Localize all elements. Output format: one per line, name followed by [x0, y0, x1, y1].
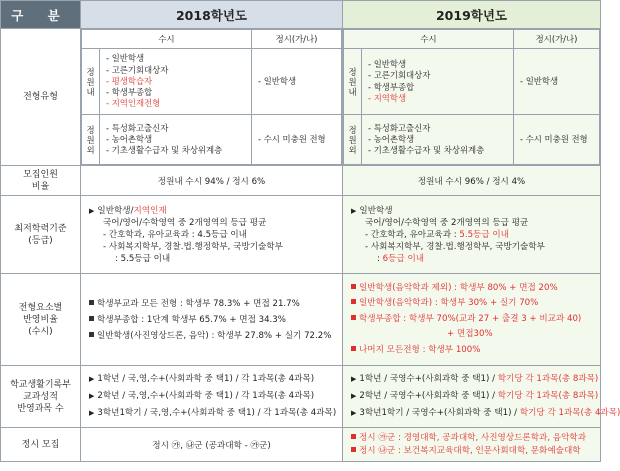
- min-2019-red: 5.5등급 이내: [459, 229, 509, 240]
- list-item: - 농어촌학생: [368, 134, 513, 145]
- outer-jeongsi-2019: [514, 115, 600, 165]
- subject-2018: ▶ 1학년 / 국,영,수+(사회과학 중 택1) / 각 1과목(총 4과목) ▶ 2학년 / 국,영,수+(사회과학 중 택1) / 각 1과목(총 4과목) ▶ 3학년1학기 / 국,영,수+(사회과학 중 택1) / 각 1과목(총 4과목): [81, 366, 343, 428]
- reflect-2018: [81, 274, 343, 366]
- list-item: - 농어촌학생: [106, 134, 251, 145]
- year-2019-header: 2019학년도: [343, 1, 601, 29]
- jeongsi-2018: 정시 ㉮, ㉯군 (공과대학 - ㉮군): [81, 428, 343, 462]
- inner-jeongsi-2018: [252, 49, 342, 115]
- header-row: [1, 1, 601, 29]
- subject-2019-red: 학기당 각 1과목(총 8과목): [497, 374, 599, 384]
- reflect-2019-item: 나머지 모든전형 : 학생부 100%: [359, 344, 481, 355]
- reflect-row: [1, 274, 601, 366]
- jeongsi-header-2019: 정시(가/나): [514, 30, 600, 49]
- subject-2019-red: 학기당 각 1과목(총 4과목): [519, 408, 620, 418]
- inner-label-2019: 정 원 내: [344, 49, 362, 115]
- subject-2019-red: 학기당 각 1과목(총 8과목): [497, 391, 599, 401]
- min-2019-line: :: [377, 253, 383, 264]
- reflect-2018-item: 학생부종합 : 1단계 학생부 65.7% + 면접 34.3%: [97, 314, 286, 325]
- list-item: - 수시 미충원 전형: [520, 134, 599, 145]
- subject-2018-item: 2학년 / 국,영,수+(사회과학 중 택1) / 각 1과목(총 4과목): [97, 391, 315, 401]
- min-2019-head: 일반학생: [359, 205, 393, 216]
- category-header: 구 분: [1, 1, 81, 29]
- reflect-2019: [343, 274, 601, 366]
- subject-row: [1, 366, 601, 428]
- reflect-row-label: 전형요소별 반영비율 (수시): [1, 274, 81, 366]
- reflect-2019-item: 학생부종합 : 학생부 70%(교과 27 + 출결 3 + 비교과 40): [359, 313, 582, 324]
- outer-list-2018: [100, 115, 252, 165]
- min-2018-line: - 간호학과, 유아교육과 : 4.5등급 이내: [103, 229, 247, 240]
- reflect-2019-item: 일반학생(음악학과) : 학생부 30% + 실기 70%: [359, 298, 539, 309]
- susi-header-2019: 수시: [344, 30, 514, 49]
- list-item: - 고른기회대상자: [368, 70, 513, 81]
- subject-2019: ▶ 1학년 / 국영수+(사회과학 중 택1) / 학기당 각 1과목(총 8과목) ▶ 2학년 / 국영수+(사회과학 중 택1) / 학기당 각 1과목(총 8과목) ▶ 3학년1학기 / 국영수+(사회과학 중 택1) / 학기당 각 1과목(총 4과목): [343, 366, 601, 428]
- min-2018-line: - 사회복지학부, 경찰.법.행정학부, 국방기술학부: [103, 241, 283, 252]
- list-item: - 일반학생: [368, 59, 513, 70]
- list-item: - 학생부종합: [368, 82, 513, 93]
- list-item: - 일반학생: [106, 53, 251, 64]
- reflect-2018-item: 일반학생(사진영상드론, 음악) : 학생부 27.8% + 실기 72.2%: [97, 330, 332, 341]
- subject-2018-item: 3학년1학기 / 국,영,수+(사회과학 중 택1) / 각 1과목(총 4과목): [97, 408, 337, 418]
- outer-list-2019: [362, 115, 514, 165]
- list-item: - 지역학생: [368, 93, 513, 104]
- ratio-2019: 정원내 수시 96% / 정시 4%: [343, 166, 601, 196]
- min-2019-line: - 사회복지학부, 경찰.법.행정학부, 국방기술학부: [365, 241, 545, 252]
- min-2018-line: : 5.5등급 이내: [115, 253, 171, 264]
- outer-label-2018: 정 원 외: [82, 115, 100, 165]
- min-2018-head: 일반학생/: [97, 205, 134, 216]
- reflect-2018-item: 학생부교과 모든 전형 : 학생부 78.3% + 면접 21.7%: [97, 298, 300, 309]
- ratio-row-label: 모집인원 비율: [1, 166, 81, 196]
- min-2018: ▶ 일반학생/지역인재 국어/영어/수학영역 중 2개영역의 등급 평균 - 간호학과, 유아교육과 : 4.5등급 이내 - 사회복지학부, 경찰.법.행정학부, 국방기술학부 : 5.5등급 이내: [81, 196, 343, 274]
- min-2019-line: - 간호학과, 유아교육과 :: [365, 229, 460, 240]
- list-item: - 일반학생: [520, 76, 599, 87]
- list-item: - 기초생활수급자 및 차상위계층: [368, 145, 513, 156]
- type-2019-cell: [343, 29, 601, 166]
- min-2019-red: 6등급 이내: [382, 253, 425, 264]
- min-row: [1, 196, 601, 274]
- inner-jeongsi-2019: [514, 49, 600, 115]
- jeongsi-2019: [343, 428, 601, 462]
- jeongsi-2019-item: 정시 ㉮군 : 경영대학, 공과대학, 사진영상드론학과, 음악학과: [359, 432, 587, 443]
- inner-label-2018: 정 원 내: [82, 49, 100, 115]
- subject-2019-item: 2학년 / 국영수+(사회과학 중 택1) /: [359, 391, 498, 401]
- inner-list-2019: [362, 49, 514, 115]
- list-item: - 평생학습자: [106, 76, 251, 87]
- ratio-2018: 정원내 수시 94% / 정시 6%: [81, 166, 343, 196]
- list-item: - 고른기회대상자: [106, 65, 251, 76]
- reflect-2019-item: + 면접30%: [447, 329, 493, 340]
- jeongsi-2019-item: 정시 ㉯군 : 보건복지교육대학, 인문사회대학, 문화예술대학: [359, 445, 581, 456]
- list-item: - 일반학생: [258, 76, 341, 87]
- min-2019-line: 국어/영어/수학영역 중 2개영역의 등급 평균: [365, 217, 529, 228]
- min-2019: ▶ 일반학생 국어/영어/수학영역 중 2개영역의 등급 평균 - 간호학과, 유아교육과 : 5.5등급 이내 - 사회복지학부, 경찰.법.행정학부, 국방기술학부 : 6등급 이내: [343, 196, 601, 274]
- reflect-2019-item: 일반학생(음악학과 제외) : 학생부 80% + 면접 20%: [359, 282, 558, 293]
- type-row: [1, 29, 601, 166]
- list-item: - 지역인재전형: [106, 98, 251, 109]
- jeongsi-row-label: 정시 모집: [1, 428, 81, 462]
- subject-row-label: 학교생활기록부 교과성적 반영과목 수: [1, 366, 81, 428]
- subject-2019-item: 3학년1학기 / 국영수+(사회과학 중 택1) /: [359, 408, 520, 418]
- list-item: - 수시 미충원 전형: [258, 134, 341, 145]
- subject-2018-item: 1학년 / 국,영,수+(사회과학 중 택1) / 각 1과목(총 4과목): [97, 374, 315, 384]
- list-item: - 기초생활수급자 및 차상위계층: [106, 145, 251, 156]
- susi-header-2018: 수시: [82, 30, 252, 49]
- jeongsi-header-2018: 정시(가/나): [252, 30, 342, 49]
- type-2018-cell: [81, 29, 343, 166]
- list-item: - 특성화고출신자: [106, 123, 251, 134]
- outer-jeongsi-2018: [252, 115, 342, 165]
- ratio-row: [1, 166, 601, 196]
- list-item: - 특성화고출신자: [368, 123, 513, 134]
- type-row-label: 전형유형: [1, 29, 81, 166]
- min-2018-head-red: 지역인재: [133, 205, 167, 216]
- list-item: - 학생부종합: [106, 87, 251, 98]
- inner-list-2018: [100, 49, 252, 115]
- min-row-label: 최저학력기준 (등급): [1, 196, 81, 274]
- outer-label-2019: 정 원 외: [344, 115, 362, 165]
- year-2018-header: 2018학년도: [81, 1, 343, 29]
- min-2018-line: 국어/영어/수학영역 중 2개영역의 등급 평균: [103, 217, 267, 228]
- subject-2019-item: 1학년 / 국영수+(사회과학 중 택1) /: [359, 374, 498, 384]
- jeongsi-row: [1, 428, 601, 462]
